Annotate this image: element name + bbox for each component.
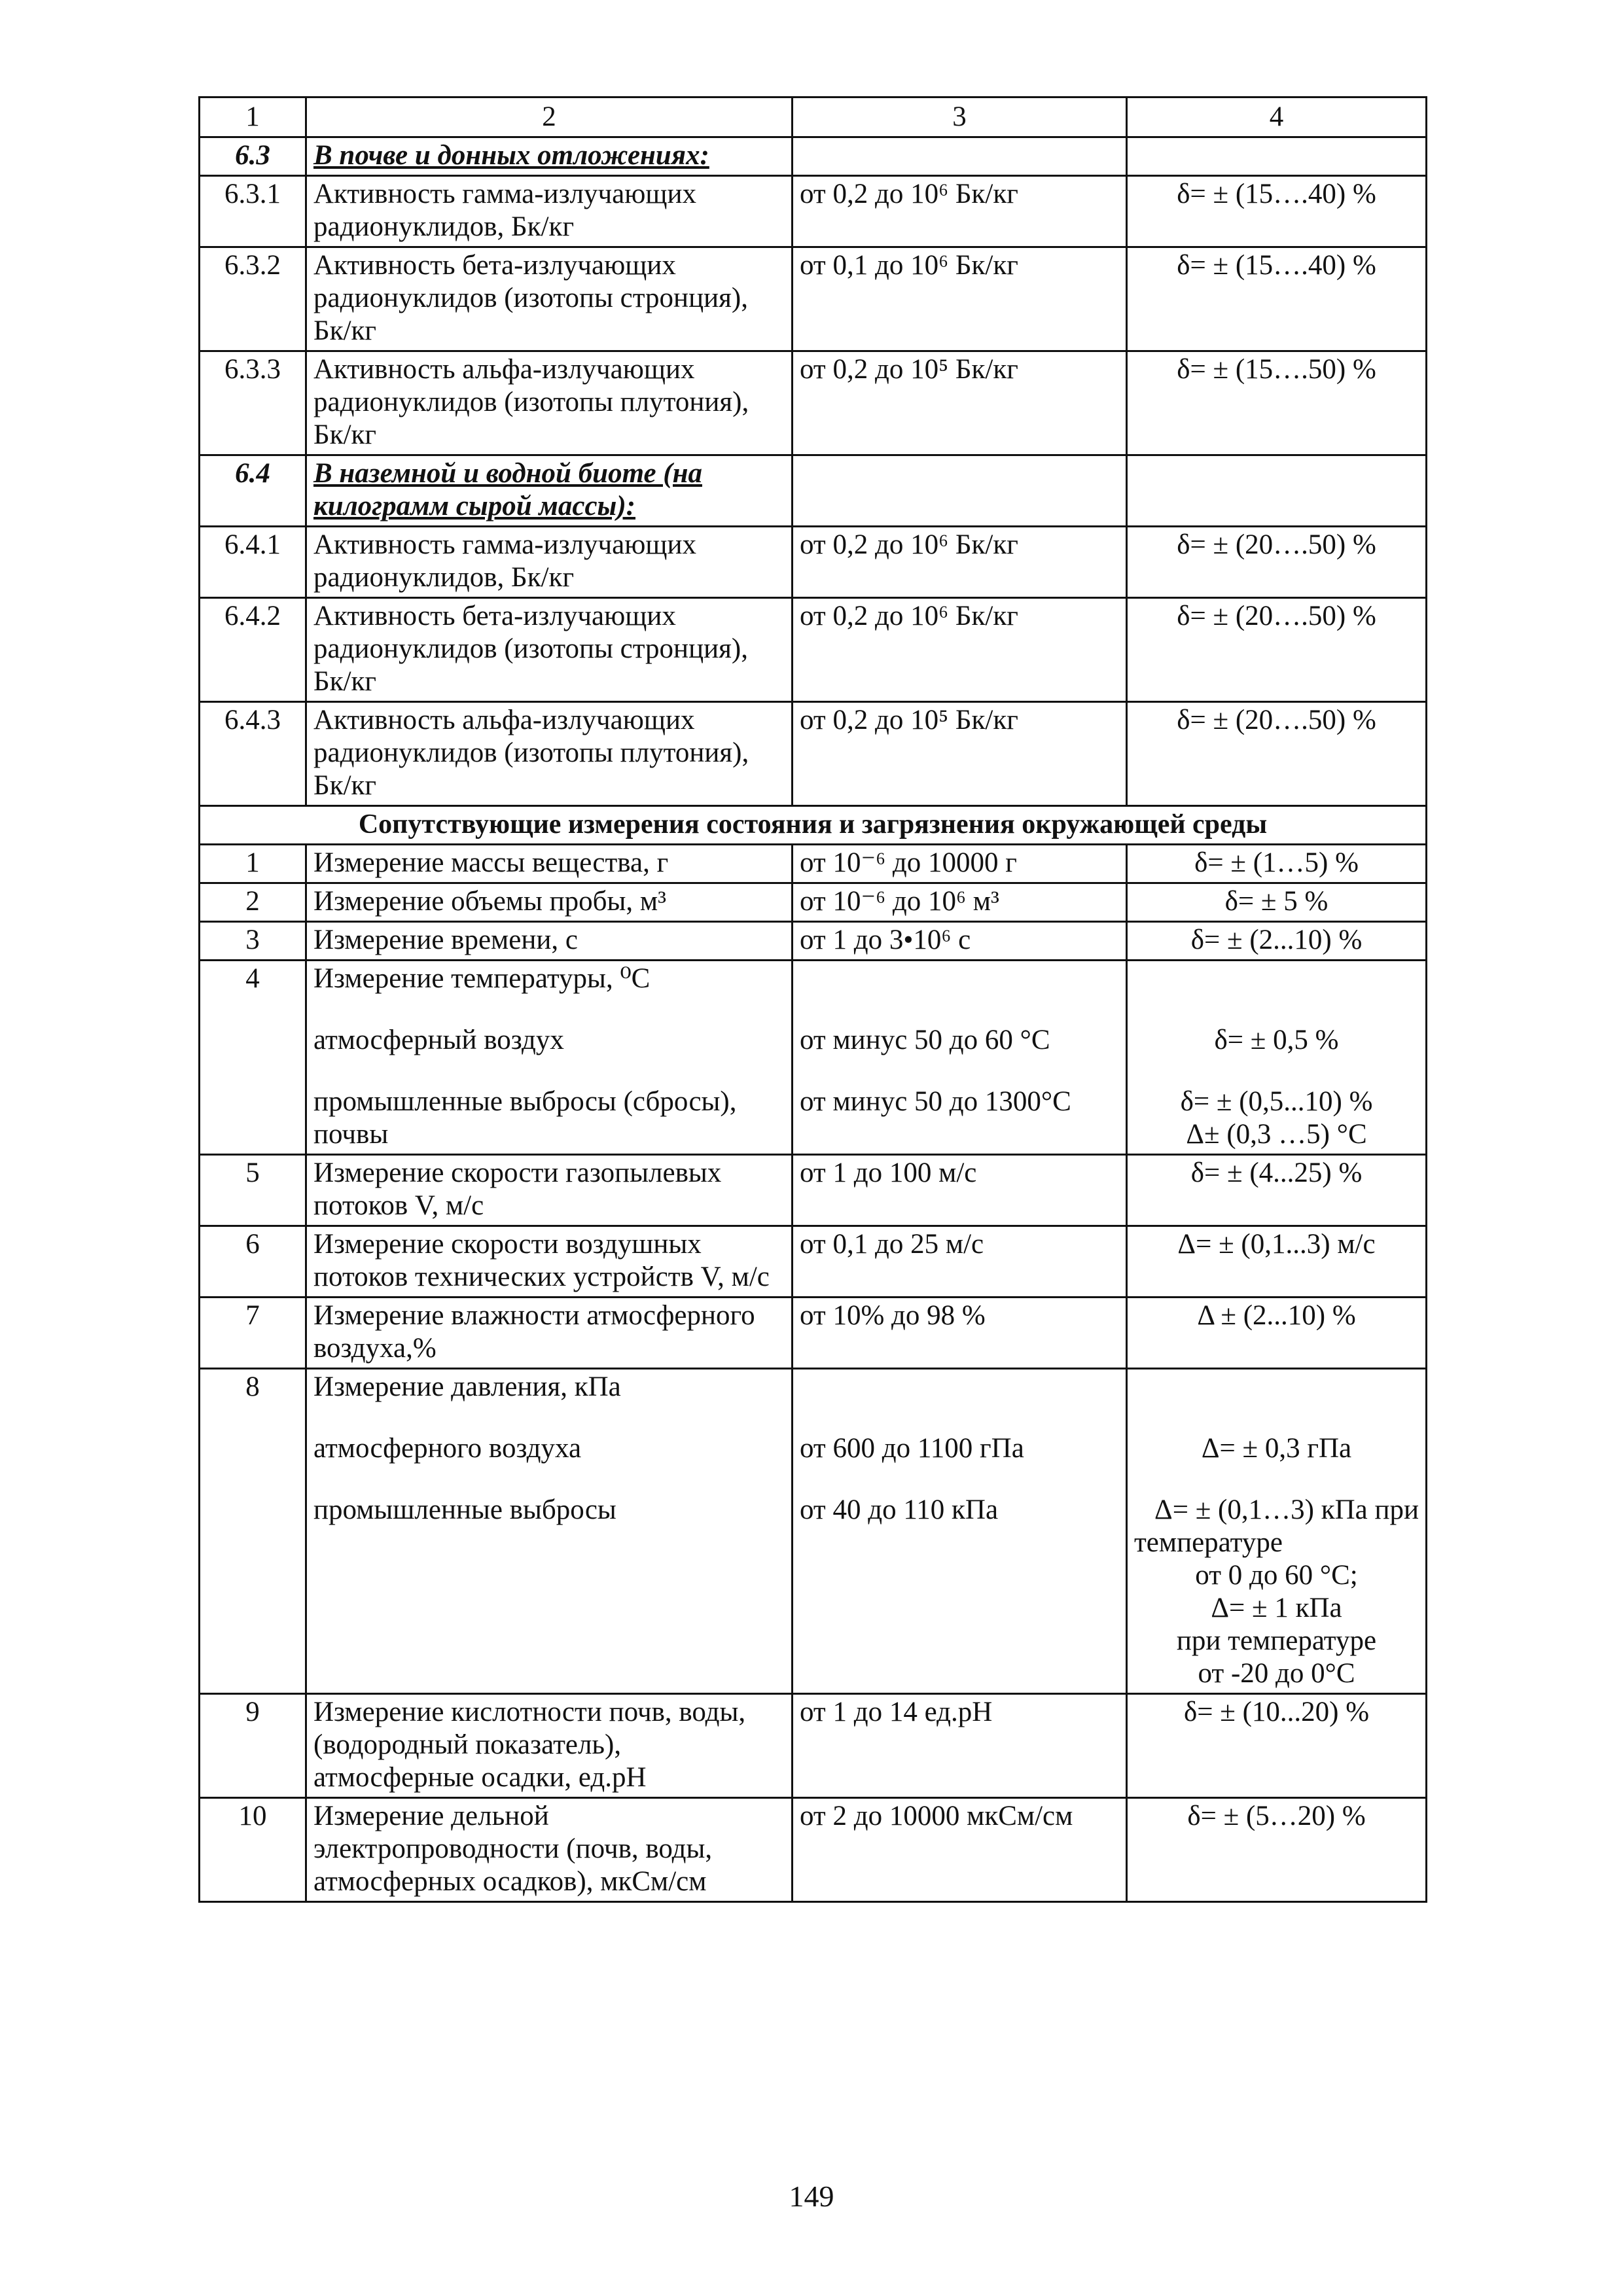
spacer (313, 995, 785, 1024)
spacer (1134, 995, 1419, 1024)
table-row (200, 883, 1427, 922)
range-cell: от 0,1 до 10⁶ Бк/кг (793, 247, 1127, 351)
sub-parameter: промышленные выбросы (313, 1494, 616, 1525)
table-row (200, 702, 1427, 806)
row-number: 6.4.3 (200, 702, 306, 806)
sub-error: Δ= ± 1 кПа (1211, 1593, 1342, 1623)
table-row (200, 1798, 1427, 1902)
spacer (800, 1404, 1119, 1432)
parameter-cell: Активность альфа-излучающих радионуклидов (изотопы плутония), Бк/кг (306, 351, 793, 455)
range-cell (793, 961, 1127, 1155)
range-cell: от 1 до 14 ед.рН (793, 1694, 1127, 1798)
table-row (200, 176, 1427, 247)
range-cell: от 1 до 3•10⁶ с (793, 922, 1127, 961)
spacer (1134, 1057, 1419, 1086)
spacer (800, 1465, 1119, 1494)
section-number: 6.3 (200, 137, 306, 176)
table-row (200, 1369, 1427, 1694)
column-header: 1 (200, 97, 306, 137)
range-cell: от 0,2 до 10⁶ Бк/кг (793, 176, 1127, 247)
row-number: 6.3.3 (200, 351, 306, 455)
range-cell: от 2 до 10000 мкСм/см (793, 1798, 1127, 1902)
sub-range: от 40 до 110 кПа (800, 1494, 999, 1525)
section-row-6-4 (200, 455, 1427, 527)
sub-error: от -20 до 0°С (1198, 1658, 1355, 1689)
sub-range: от минус 50 до 1300°С (800, 1086, 1071, 1117)
sub-error: Δ± (0,3 …5) °С (1186, 1119, 1367, 1150)
error-cell: δ= ± (20….50) % (1127, 527, 1427, 598)
parameter-cell: Измерение влажности атмосферного воздуха,% (306, 1298, 793, 1369)
table-row (200, 351, 1427, 455)
range-cell: от 10⁻⁶ до 10000 г (793, 845, 1127, 883)
table-row (200, 527, 1427, 598)
parameter-cell (306, 1369, 793, 1694)
parameter-title: Измерение температуры, ⁰С (313, 963, 651, 994)
spacer (1134, 1371, 1419, 1404)
spacer (1134, 963, 1419, 995)
section-title: В почве и донных отложениях: (306, 137, 793, 176)
range-cell: от 1 до 100 м/с (793, 1155, 1127, 1226)
range-cell (793, 1369, 1127, 1694)
spacer (1134, 1404, 1419, 1432)
error-cell: δ= ± (20….50) % (1127, 598, 1427, 702)
error-cell: δ= ± (20….50) % (1127, 702, 1427, 806)
error-cell (1127, 961, 1427, 1155)
sub-error: Δ= ± (0,1…3) кПа при (1154, 1494, 1419, 1525)
error-cell: Δ ± (2...10) % (1127, 1298, 1427, 1369)
row-number: 8 (200, 1369, 306, 1694)
sub-parameter: атмосферного воздуха (313, 1433, 582, 1464)
range-cell: от 0,2 до 10⁶ Бк/кг (793, 598, 1127, 702)
parameter-cell: Измерение времени, с (306, 922, 793, 961)
row-number: 5 (200, 1155, 306, 1226)
error-cell (1127, 1369, 1427, 1694)
spacer (800, 963, 1119, 995)
sub-error: при температуре (1176, 1625, 1377, 1656)
parameter-cell: Активность бета-излучающих радионуклидов (изотопы стронция), Бк/кг (306, 598, 793, 702)
sub-error: температуре (1134, 1527, 1283, 1558)
range-cell: от 10⁻⁶ до 10⁶ м³ (793, 883, 1127, 922)
spacer (800, 1371, 1119, 1404)
parameter-cell: Измерение кислотности почв, воды, (водородный показатель), атмосферные осадки, ед.рН (306, 1694, 793, 1798)
column-header: 2 (306, 97, 793, 137)
sub-parameter: промышленные выбросы (сбросы), почвы (313, 1086, 737, 1150)
parameter-cell: Активность гамма-излучающих радионуклидов, Бк/кг (306, 176, 793, 247)
row-number: 6 (200, 1226, 306, 1298)
table-row (200, 845, 1427, 883)
row-number: 7 (200, 1298, 306, 1369)
error-cell: δ= ± 5 % (1127, 883, 1427, 922)
parameter-cell: Измерение скорости газопылевых потоков V, м/с (306, 1155, 793, 1226)
spacer (800, 995, 1119, 1024)
error-cell: δ= ± (1…5) % (1127, 845, 1427, 883)
error-cell: δ= ± (15….40) % (1127, 247, 1427, 351)
sub-parameter: атмосферный воздух (313, 1025, 564, 1055)
parameter-cell: Активность бета-излучающих радионуклидов (изотопы стронция), Бк/кг (306, 247, 793, 351)
table-row (200, 922, 1427, 961)
empty-cell (1127, 455, 1427, 527)
empty-cell (1127, 137, 1427, 176)
empty-cell (793, 137, 1127, 176)
row-number: 6.4.1 (200, 527, 306, 598)
sub-range: от минус 50 до 60 °С (800, 1025, 1050, 1055)
error-cell: Δ= ± (0,1...3) м/с (1127, 1226, 1427, 1298)
column-header: 4 (1127, 97, 1427, 137)
row-number: 6.4.2 (200, 598, 306, 702)
measurement-table (198, 96, 1427, 1903)
row-number: 1 (200, 845, 306, 883)
range-cell: от 0,2 до 10⁵ Бк/кг (793, 351, 1127, 455)
sub-range: от 600 до 1100 гПа (800, 1433, 1024, 1464)
range-cell: от 0,2 до 10⁵ Бк/кг (793, 702, 1127, 806)
table-row (200, 1694, 1427, 1798)
sub-error: от 0 до 60 °С; (1195, 1560, 1358, 1591)
spacer (313, 1404, 785, 1432)
table-row (200, 961, 1427, 1155)
row-number: 10 (200, 1798, 306, 1902)
row-number: 6.3.1 (200, 176, 306, 247)
table-row (200, 247, 1427, 351)
band-title: Сопутствующие измерения состояния и загрязнения окружающей среды (200, 806, 1427, 845)
table-row (200, 1226, 1427, 1298)
table-row (200, 598, 1427, 702)
sub-error: Δ= ± 0,3 гПа (1201, 1433, 1352, 1464)
row-number: 4 (200, 961, 306, 1155)
table-row (200, 1298, 1427, 1369)
parameter-cell (306, 961, 793, 1155)
page-number: 149 (789, 2180, 834, 2213)
spacer (1134, 1465, 1419, 1494)
error-cell: δ= ± (15….40) % (1127, 176, 1427, 247)
parameter-cell: Измерение массы вещества, г (306, 845, 793, 883)
sub-error: δ= ± 0,5 % (1214, 1025, 1339, 1055)
section-title: В наземной и водной биоте (на килограмм сырой массы): (306, 455, 793, 527)
parameter-title: Измерение давления, кПа (313, 1371, 621, 1402)
parameter-cell: Измерение скорости воздушных потоков технических устройств V, м/с (306, 1226, 793, 1298)
error-cell: δ= ± (15….50) % (1127, 351, 1427, 455)
table-row (200, 1155, 1427, 1226)
parameter-cell: Измерение объемы пробы, м³ (306, 883, 793, 922)
error-cell: δ= ± (4...25) % (1127, 1155, 1427, 1226)
spacer (313, 1465, 785, 1494)
range-cell: от 0,2 до 10⁶ Бк/кг (793, 527, 1127, 598)
error-cell: δ= ± (2...10) % (1127, 922, 1427, 961)
parameter-cell: Активность гамма-излучающих радионуклидов, Бк/кг (306, 527, 793, 598)
parameter-cell: Активность альфа-излучающих радионуклидов (изотопы плутония), Бк/кг (306, 702, 793, 806)
range-cell: от 0,1 до 25 м/с (793, 1226, 1127, 1298)
error-cell: δ= ± (5…20) % (1127, 1798, 1427, 1902)
range-cell: от 10% до 98 % (793, 1298, 1127, 1369)
section-number: 6.4 (200, 455, 306, 527)
column-header-row (200, 97, 1427, 137)
spacer (800, 1057, 1119, 1086)
row-number: 2 (200, 883, 306, 922)
band-row (200, 806, 1427, 845)
section-row-6-3 (200, 137, 1427, 176)
spacer (313, 1057, 785, 1086)
sub-error: δ= ± (0,5...10) % (1180, 1086, 1373, 1117)
empty-cell (793, 455, 1127, 527)
row-number: 6.3.2 (200, 247, 306, 351)
column-header: 3 (793, 97, 1127, 137)
row-number: 9 (200, 1694, 306, 1798)
error-cell: δ= ± (10...20) % (1127, 1694, 1427, 1798)
row-number: 3 (200, 922, 306, 961)
parameter-cell: Измерение дельной электропроводности (почв, воды, атмосферных осадков), мкСм/см (306, 1798, 793, 1902)
